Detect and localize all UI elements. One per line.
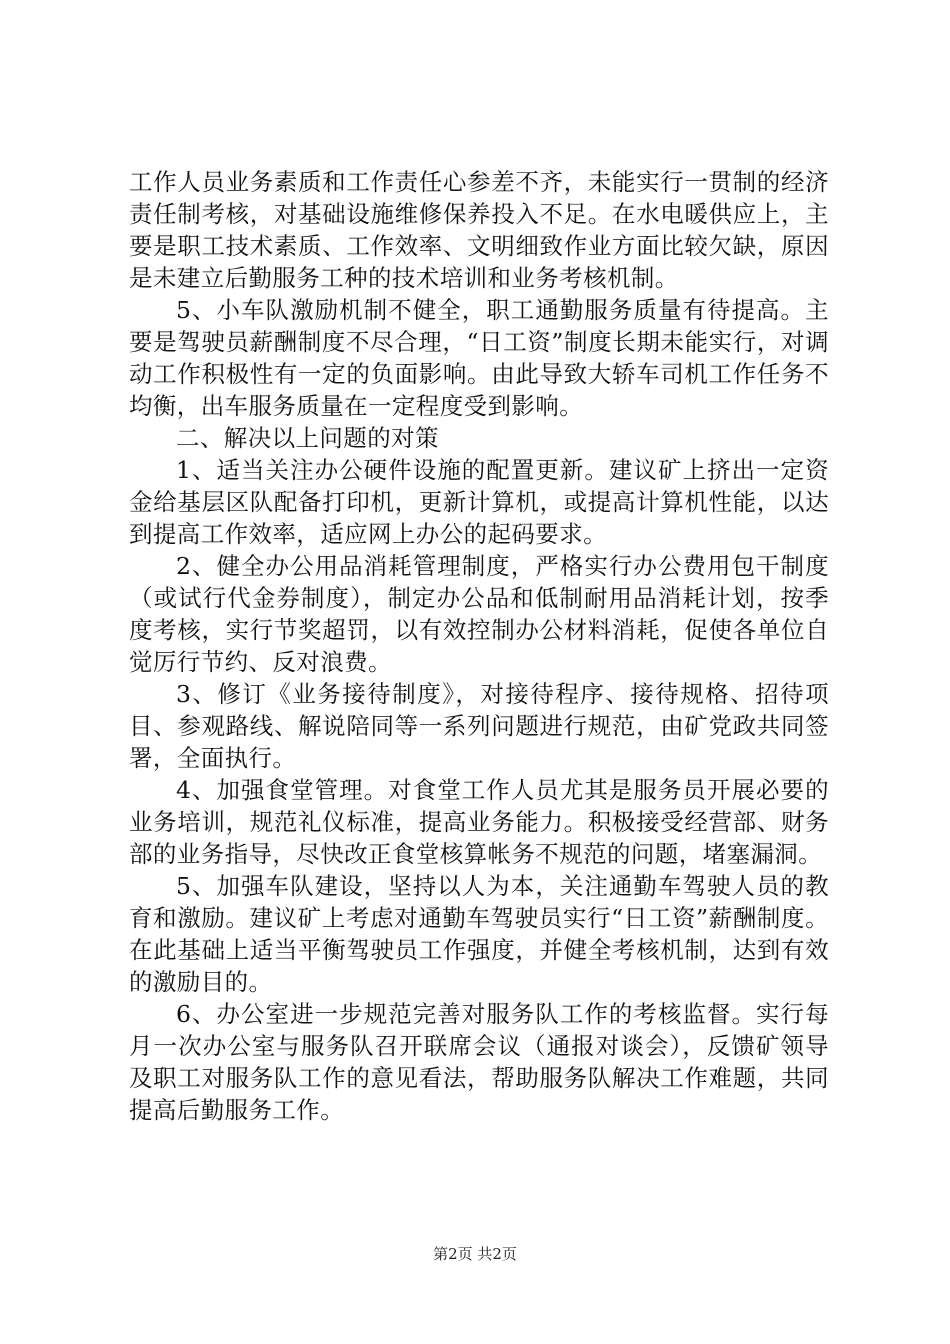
paragraph-measure-2: 2、健全办公用品消耗管理制度，严格实行办公费用包干制度（或试行代金券制度），制定办公品和低制耐用品消耗计划，按季度考核，实行节奖超罚，以有效控制办公材料消耗，促使各单位自觉厉行节约、反对浪费。 [129, 552, 829, 676]
page-footer: 第2页 共2页 [433, 1245, 517, 1263]
paragraph-measure-6: 6、办公室进一步规范完善对服务队工作的考核监督。实行每月一次办公室与服务队召开联席会议（通报对谈会），反馈矿领导及职工对服务队工作的意见看法，帮助服务队解决工作难题，共同提高后勤服务工作。 [129, 1000, 829, 1124]
section-heading-countermeasures: 二、解决以上问题的对策 [176, 424, 439, 452]
paragraph-measure-1: 1、适当关注办公硬件设施的配置更新。建议矿上挤出一定资金给基层区队配备打印机，更新计算机，或提高计算机性能，以达到提高工作效率，适应网上办公的起码要求。 [129, 456, 829, 548]
document-body [129, 166, 829, 1126]
paragraph-measure-5: 5、加强车队建设，坚持以人为本，关注通勤车驾驶人员的教育和激励。建议矿上考虑对通勤车驾驶员实行“日工资”薪酬制度。在此基础上适当平衡驾驶员工作强度，并健全考核机制，达到有效的激励目的。 [129, 872, 829, 996]
paragraph-measure-4: 4、加强食堂管理。对食堂工作人员尤其是服务员开展必要的业务培训，规范礼仪标准，提高业务能力。积极接受经营部、财务部的业务指导，尽快改正食堂核算帐务不规范的问题，堵塞漏洞。 [129, 776, 829, 868]
paragraph-continuation: 工作人员业务素质和工作责任心参差不齐，未能实行一贯制的经济责任制考核，对基础设施维修保养投入不足。在水电暖供应上，主要是职工技术素质、工作效率、文明细致作业方面比较欠缺，原因是未建立后勤服务工种的技术培训和业务考核机制。 [129, 168, 829, 292]
paragraph-issue-5: 5、小车队激励机制不健全，职工通勤服务质量有待提高。主要是驾驶员薪酬制度不尽合理，“日工资”制度长期未能实行，对调动工作积极性有一定的负面影响。由此导致大轿车司机工作任务不均衡，出车服务质量在一定程度受到影响。 [129, 296, 829, 420]
paragraph-measure-3: 3、修订《业务接待制度》，对接待程序、接待规格、招待项目、参观路线、解说陪同等一系列问题进行规范，由矿党政共同签署，全面执行。 [129, 680, 829, 772]
